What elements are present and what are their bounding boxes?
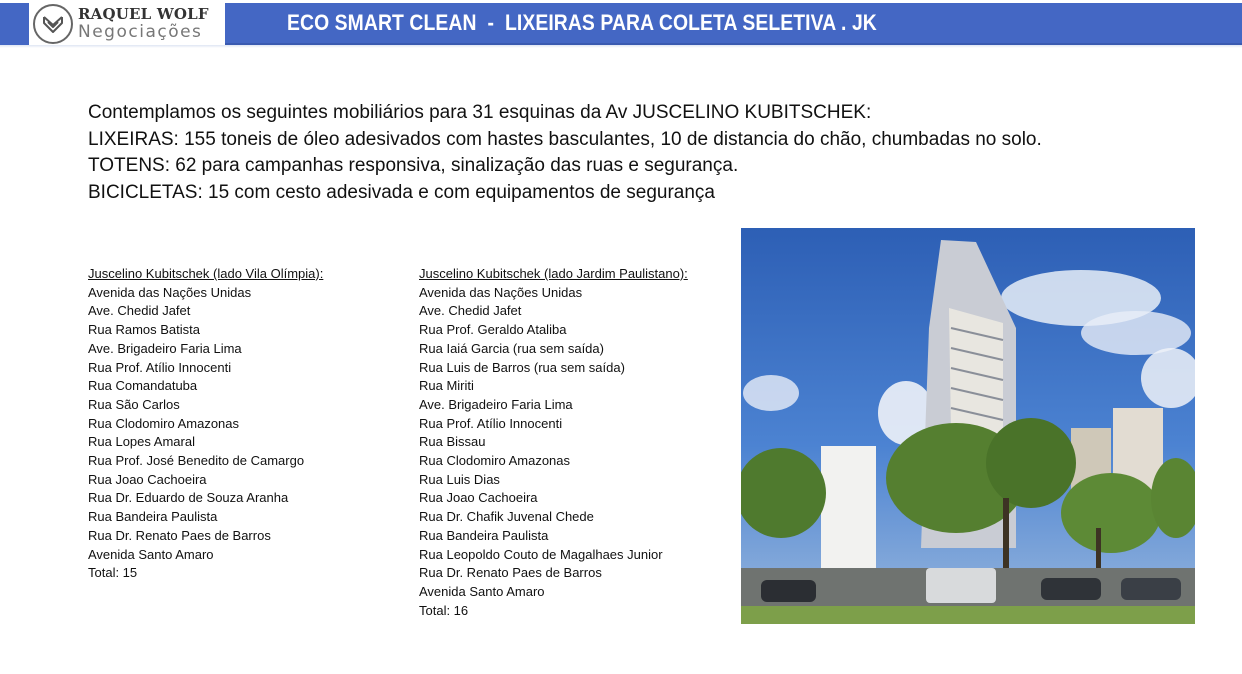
logo-name: RAQUEL WOLF <box>78 5 209 23</box>
list-item: Rua Dr. Eduardo de Souza Aranha <box>88 490 289 506</box>
title-bar <box>225 3 1242 45</box>
list-item: Rua Prof. Atílio Innocenti <box>88 359 232 375</box>
list-item: Rua Prof. Geraldo Ataliba <box>419 322 567 338</box>
list-item: Rua Joao Cachoeira <box>419 490 538 506</box>
street-list-jardim-paulistano <box>419 265 688 620</box>
wolf-emblem-icon <box>33 4 73 44</box>
intro-text <box>88 100 1042 206</box>
list-item: Rua Clodomiro Amazonas <box>88 415 240 431</box>
list-item: Rua Leopoldo Couto de Magalhaes Junior <box>419 546 663 562</box>
list-item: Rua Bissau <box>419 434 486 450</box>
list-item: Rua Luis Dias <box>419 471 500 487</box>
list-item: Avenida Santo Amaro <box>419 583 545 599</box>
intro-line-bicicletas: BICICLETAS: 15 com cesto adesivada e com equipamentos de segurança <box>88 181 715 203</box>
list-item: Ave. Chedid Jafet <box>419 303 522 319</box>
list-total: Total: 15 <box>88 565 138 581</box>
list-item: Rua Joao Cachoeira <box>88 471 207 487</box>
list-item: Rua Comandatuba <box>88 378 198 394</box>
list-item: Rua Dr. Renato Paes de Barros <box>419 565 602 581</box>
building-photo-illustration <box>741 228 1195 624</box>
street-photo <box>741 228 1195 624</box>
logo-subtitle: Negociações <box>78 22 203 42</box>
list-item: Rua Lopes Amaral <box>88 434 195 450</box>
list-item: Avenida Santo Amaro <box>88 546 214 562</box>
company-logo <box>33 3 223 45</box>
list-item: Ave. Chedid Jafet <box>88 303 191 319</box>
list-item: Rua São Carlos <box>88 396 180 412</box>
list-item: Rua Ramos Batista <box>88 322 200 338</box>
list-item: Rua Dr. Chafik Juvenal Chede <box>419 509 594 525</box>
list-item: Avenida das Nações Unidas <box>419 284 583 300</box>
header-divider <box>0 45 1242 48</box>
intro-line-totens: TOTENS: 62 para campanhas responsiva, sinalização das ruas e segurança. <box>88 155 739 176</box>
list-item: Rua Luis de Barros (rua sem saída) <box>419 359 625 375</box>
list-item: Rua Bandeira Paulista <box>419 527 549 543</box>
list-total: Total: 16 <box>419 602 469 618</box>
slide-title: ECO SMART CLEAN - LIXEIRAS PARA COLETA SELETIVA . JK <box>287 10 877 35</box>
list-item: Rua Miriti <box>419 378 474 394</box>
list-heading: Juscelino Kubitschek (lado Jardim Paulistano): <box>419 266 688 281</box>
slide-header <box>0 0 1242 48</box>
list-item: Rua Iaiá Garcia (rua sem saída) <box>419 340 604 356</box>
list-item: Rua Prof. José Benedito de Camargo <box>88 453 305 469</box>
list-item: Avenida das Nações Unidas <box>88 284 252 300</box>
intro-line-lixeiras: LIXEIRAS: 155 toneis de óleo adesivados com hastes basculantes, 10 de distancia do chão, chumbadas no solo. <box>88 128 1042 150</box>
list-item: Rua Clodomiro Amazonas <box>419 453 571 469</box>
intro-line-summary: Contemplamos os seguintes mobiliários para 31 esquinas da Av JUSCELINO KUBITSCHEK: <box>88 102 872 123</box>
list-item: Rua Dr. Renato Paes de Barros <box>88 527 271 543</box>
list-heading: Juscelino Kubitschek (lado Vila Olímpia): <box>88 266 324 281</box>
street-list-vila-olimpia <box>88 265 323 583</box>
list-item: Ave. Brigadeiro Faria Lima <box>88 340 242 356</box>
list-item: Ave. Brigadeiro Faria Lima <box>419 396 573 412</box>
list-item: Rua Bandeira Paulista <box>88 509 218 525</box>
header-accent-block <box>0 3 29 45</box>
list-item: Rua Prof. Atílio Innocenti <box>419 415 563 431</box>
